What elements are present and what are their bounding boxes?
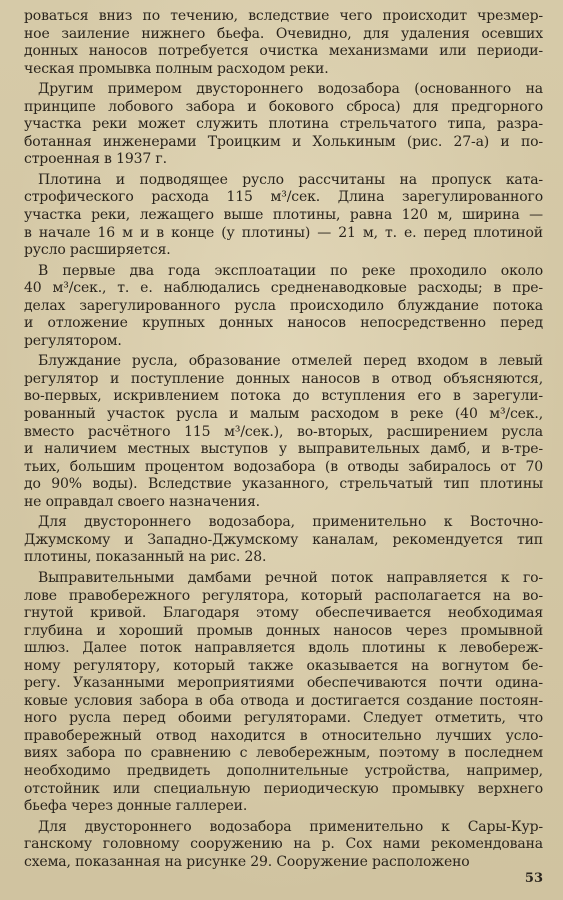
text-line: Выправительными дамбами речной поток направляется к го- <box>38 569 543 586</box>
text-line: регулятором. <box>24 332 122 349</box>
text-line: Джумскому и Западно-Джумскому каналам, рекомендуется тип <box>24 531 543 548</box>
text-line: принципе лобового забора и бокового сброса) для предгорного <box>24 98 543 115</box>
text-line: вместо расчётного 115 м³/сек.), во-вторых, расширением русла <box>24 423 543 440</box>
text-line: бьефа через донные галлереи. <box>24 798 248 815</box>
text-line: строенная в 1937 г. <box>24 151 167 168</box>
text-line: во-первых, искривлением потока до вступления его в зарегули- <box>24 388 543 405</box>
text-line: регулятор и поступление донных наносов в отвод объясняются, <box>24 370 543 387</box>
text-line: до 90% воды). Вследствие указанного, стрельчатый тип плотины <box>24 476 543 493</box>
text-line: делах зарегулированного русла происходило блуждание потока <box>24 297 543 314</box>
text-line: правобережный отвод находится в относительно лучших усло- <box>24 727 543 744</box>
paragraph <box>24 353 543 511</box>
text-line: схема, показанная на рисунке 29. Сооружение расположено <box>24 853 470 870</box>
page-body <box>24 8 543 871</box>
text-line: ковые условия забора в оба отвода и достигается создание постоян- <box>24 692 543 709</box>
text-line: 40 м³/сек., т. е. наблюдались средненаводковые расходы; в пре- <box>24 280 543 297</box>
text-line: в начале 16 м и в конце (у плотины) — 21 м, т. е. перед плотиной <box>24 224 543 241</box>
text-line: участка реки, лежащего выше плотины, равна 120 м, ширина — <box>24 207 543 224</box>
text-line: не оправдал своего назначения. <box>24 493 260 510</box>
text-line: Для двустороннего водозабора применительно к Сары-Кур- <box>38 818 543 835</box>
text-line: тьих, большим процентом водозабора (в отводы забиралось от 70 <box>24 458 543 475</box>
text-line: и наличием местных выступов у выправительных дамб, и в-тре- <box>24 441 543 458</box>
text-line: ное заиление нижнего бьефа. Очевидно, для удаления осевших <box>24 25 543 42</box>
paragraph <box>24 172 543 260</box>
text-line: глубина и хороший промыв донных наносов через промывной <box>24 622 543 639</box>
text-line: плотины, показанный на рис. 28. <box>24 549 267 566</box>
text-line: строфического расхода 115 м³/сек. Длина зарегулированного <box>24 189 543 206</box>
text-line: шлюз. Далее поток направляется вдоль плотины к левобереж- <box>24 640 543 657</box>
text-line: ческая промывка полным расходом реки. <box>24 60 329 77</box>
paragraph <box>24 8 543 78</box>
text-line: В первые два года эксплоатации по реке проходило около <box>38 262 543 279</box>
text-line: гнутой кривой. Благодаря этому обеспечивается необходимая <box>24 605 543 622</box>
text-line: участка реки может служить плотина стрельчатого типа, разра- <box>24 116 543 133</box>
text-line: Плотина и подводящее русло рассчитаны на пропуск ката- <box>38 171 543 188</box>
page-number: 53 <box>524 871 543 886</box>
text-line: донных наносов потребуется очистка механизмами или периоди- <box>24 43 543 60</box>
text-line: виях забора по сравнению с левобережным, поэтому в последнем <box>24 745 543 762</box>
text-line: ного русла перед обоими регуляторами. Следует отметить, что <box>24 710 543 727</box>
text-line: лове правобережного регулятора, который располагается на во- <box>24 587 543 604</box>
paragraph <box>24 819 543 872</box>
text-line: необходимо предвидеть дополнительные устройства, например, <box>24 762 543 779</box>
text-line: ганскому головному сооружению на р. Сох нами рекомендована <box>24 836 543 853</box>
text-line: ботанная инженерами Троицким и Холькиным (рис. 27-а) и по- <box>24 133 543 150</box>
text-line: рованный участок русла и малым расходом в реке (40 м³/сек., <box>24 406 543 423</box>
text-line: регу. Указанными мероприятиями обеспечиваются почти одина- <box>24 675 543 692</box>
paragraph <box>24 514 543 567</box>
text-line: Блуждание русла, образование отмелей перед входом в левый <box>38 353 543 370</box>
paragraph <box>24 81 543 169</box>
text-line: роваться вниз по течению, вследствие чего происходит чрезмер- <box>24 8 543 24</box>
paragraph <box>24 263 543 351</box>
text-line: и отложение крупных донных наносов непосредственно перед <box>24 315 543 332</box>
text-line: ному регулятору, который также оказывается на вогнутом бе- <box>24 657 543 674</box>
text-line: отстойник или специальную периодическую промывку верхнего <box>24 780 543 797</box>
text-line: Для двустороннего водозабора, применительно к Восточно- <box>38 514 543 531</box>
paragraph <box>24 570 543 816</box>
text-line: русло расширяется. <box>24 242 171 259</box>
text-line: Другим примером двустороннего водозабора (основанного на <box>38 81 543 98</box>
